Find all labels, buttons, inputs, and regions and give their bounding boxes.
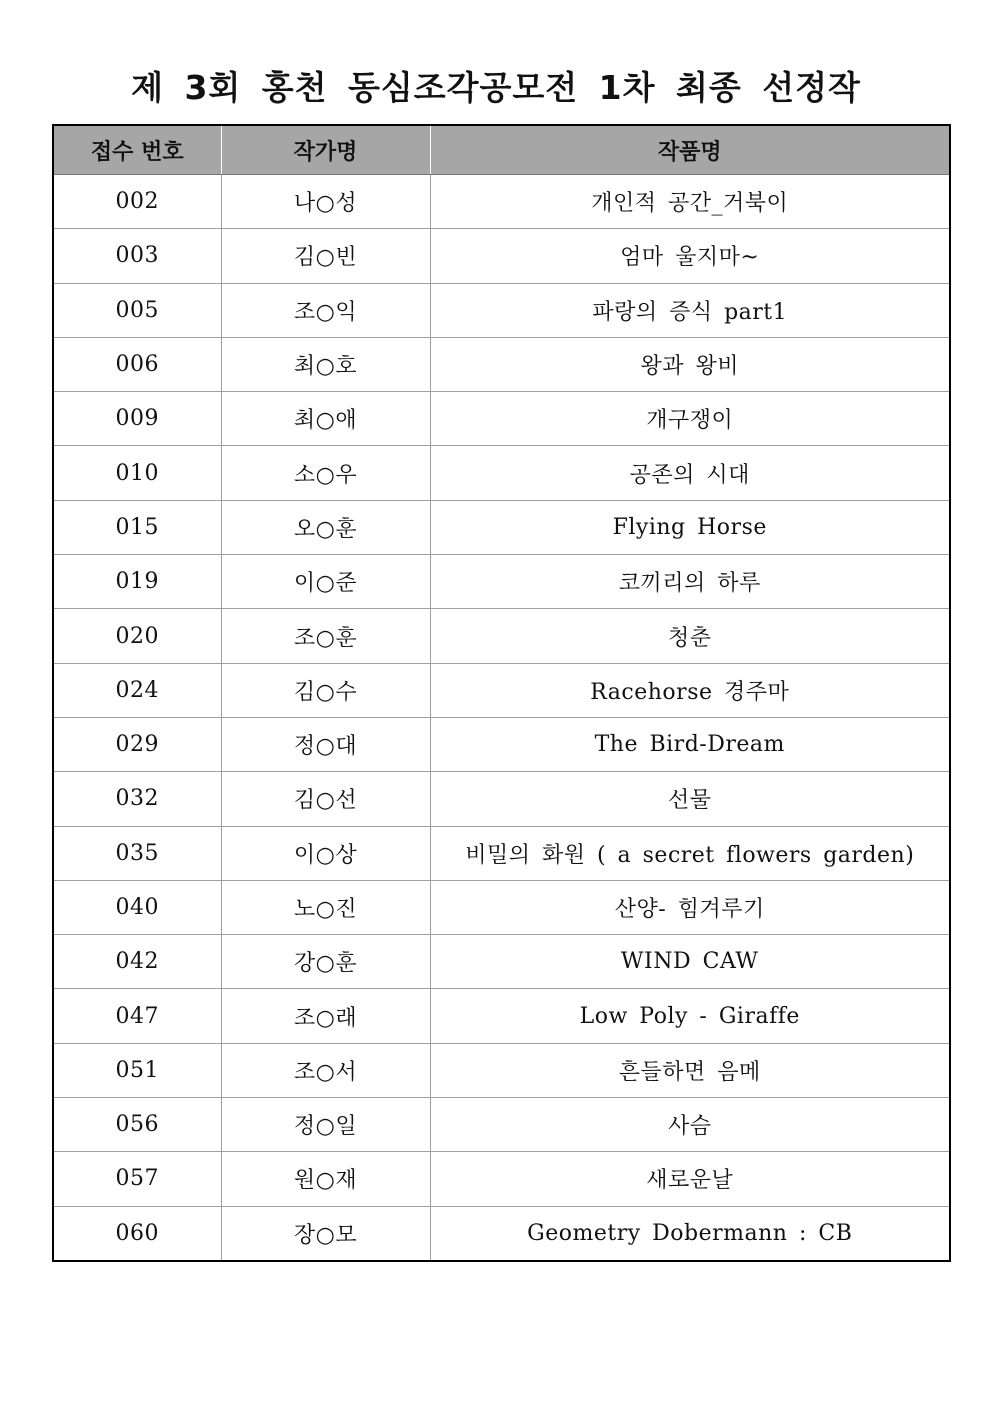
selection-table bbox=[52, 124, 951, 1262]
artist-name: 조○훈 bbox=[221, 609, 430, 663]
artist-name: 김○수 bbox=[221, 663, 430, 717]
work-title: Flying Horse bbox=[430, 500, 950, 554]
work-title: 청춘 bbox=[430, 609, 950, 663]
entry-number: 040 bbox=[53, 880, 221, 934]
artist-name: 김○선 bbox=[221, 772, 430, 826]
table-row bbox=[53, 500, 950, 554]
artist-name: 원○재 bbox=[221, 1152, 430, 1206]
entry-number: 009 bbox=[53, 392, 221, 446]
table-row bbox=[53, 935, 950, 989]
header-number: 접수 번호 bbox=[53, 125, 221, 175]
artist-name: 나○성 bbox=[221, 175, 430, 229]
table-row bbox=[53, 446, 950, 500]
artist-name: 정○일 bbox=[221, 1098, 430, 1152]
table-header-row bbox=[53, 125, 950, 175]
work-title: Geometry Dobermann : CB bbox=[430, 1206, 950, 1261]
work-title: 왕과 왕비 bbox=[430, 337, 950, 391]
entry-number: 047 bbox=[53, 989, 221, 1043]
artist-name: 이○상 bbox=[221, 826, 430, 880]
table-row bbox=[53, 392, 950, 446]
page-title: 제 3회 홍천 동심조각공모전 1차 최종 선정작 bbox=[131, 68, 861, 107]
entry-number: 003 bbox=[53, 229, 221, 283]
artist-name: 조○래 bbox=[221, 989, 430, 1043]
table-row bbox=[53, 717, 950, 771]
work-title: 코끼리의 하루 bbox=[430, 555, 950, 609]
artist-name: 강○훈 bbox=[221, 935, 430, 989]
table-row bbox=[53, 337, 950, 391]
entry-number: 020 bbox=[53, 609, 221, 663]
entry-number: 060 bbox=[53, 1206, 221, 1261]
artist-name: 이○준 bbox=[221, 555, 430, 609]
table-row bbox=[53, 175, 950, 229]
entry-number: 006 bbox=[53, 337, 221, 391]
work-title: 파랑의 증식 part1 bbox=[430, 283, 950, 337]
work-title: 엄마 울지마~ bbox=[430, 229, 950, 283]
work-title: 선물 bbox=[430, 772, 950, 826]
table-row bbox=[53, 663, 950, 717]
table-row bbox=[53, 1206, 950, 1261]
artist-name: 소○우 bbox=[221, 446, 430, 500]
artist-name: 최○애 bbox=[221, 392, 430, 446]
entry-number: 024 bbox=[53, 663, 221, 717]
work-title: The Bird-Dream bbox=[430, 717, 950, 771]
table-row bbox=[53, 1152, 950, 1206]
table-row bbox=[53, 229, 950, 283]
entry-number: 035 bbox=[53, 826, 221, 880]
entry-number: 032 bbox=[53, 772, 221, 826]
table-row bbox=[53, 283, 950, 337]
entry-number: 002 bbox=[53, 175, 221, 229]
artist-name: 장○모 bbox=[221, 1206, 430, 1261]
work-title: 흔들하면 음메 bbox=[430, 1043, 950, 1097]
artist-name: 정○대 bbox=[221, 717, 430, 771]
table-row bbox=[53, 826, 950, 880]
header-artist: 작가명 bbox=[221, 125, 430, 175]
table-body bbox=[53, 175, 950, 1261]
table-row bbox=[53, 1043, 950, 1097]
entry-number: 051 bbox=[53, 1043, 221, 1097]
artist-name: 노○진 bbox=[221, 880, 430, 934]
entry-number: 042 bbox=[53, 935, 221, 989]
work-title: 새로운날 bbox=[430, 1152, 950, 1206]
header-work: 작품명 bbox=[430, 125, 950, 175]
work-title: 산양- 힘겨루기 bbox=[430, 880, 950, 934]
table-row bbox=[53, 880, 950, 934]
entry-number: 015 bbox=[53, 500, 221, 554]
table-row bbox=[53, 555, 950, 609]
entry-number: 010 bbox=[53, 446, 221, 500]
work-title: 비밀의 화원 ( a secret flowers garden) bbox=[430, 826, 950, 880]
entry-number: 005 bbox=[53, 283, 221, 337]
artist-name: 조○서 bbox=[221, 1043, 430, 1097]
entry-number: 056 bbox=[53, 1098, 221, 1152]
entry-number: 057 bbox=[53, 1152, 221, 1206]
table-row bbox=[53, 1098, 950, 1152]
work-title: 개구쟁이 bbox=[430, 392, 950, 446]
work-title: 개인적 공간_거북이 bbox=[430, 175, 950, 229]
entry-number: 019 bbox=[53, 555, 221, 609]
table-row bbox=[53, 989, 950, 1043]
artist-name: 최○호 bbox=[221, 337, 430, 391]
work-title: 공존의 시대 bbox=[430, 446, 950, 500]
work-title: Low Poly - Giraffe bbox=[430, 989, 950, 1043]
work-title: 사슴 bbox=[430, 1098, 950, 1152]
work-title: WIND CAW bbox=[430, 935, 950, 989]
artist-name: 조○익 bbox=[221, 283, 430, 337]
table-row bbox=[53, 772, 950, 826]
entry-number: 029 bbox=[53, 717, 221, 771]
artist-name: 김○빈 bbox=[221, 229, 430, 283]
artist-name: 오○훈 bbox=[221, 500, 430, 554]
table-row bbox=[53, 609, 950, 663]
work-title: Racehorse 경주마 bbox=[430, 663, 950, 717]
